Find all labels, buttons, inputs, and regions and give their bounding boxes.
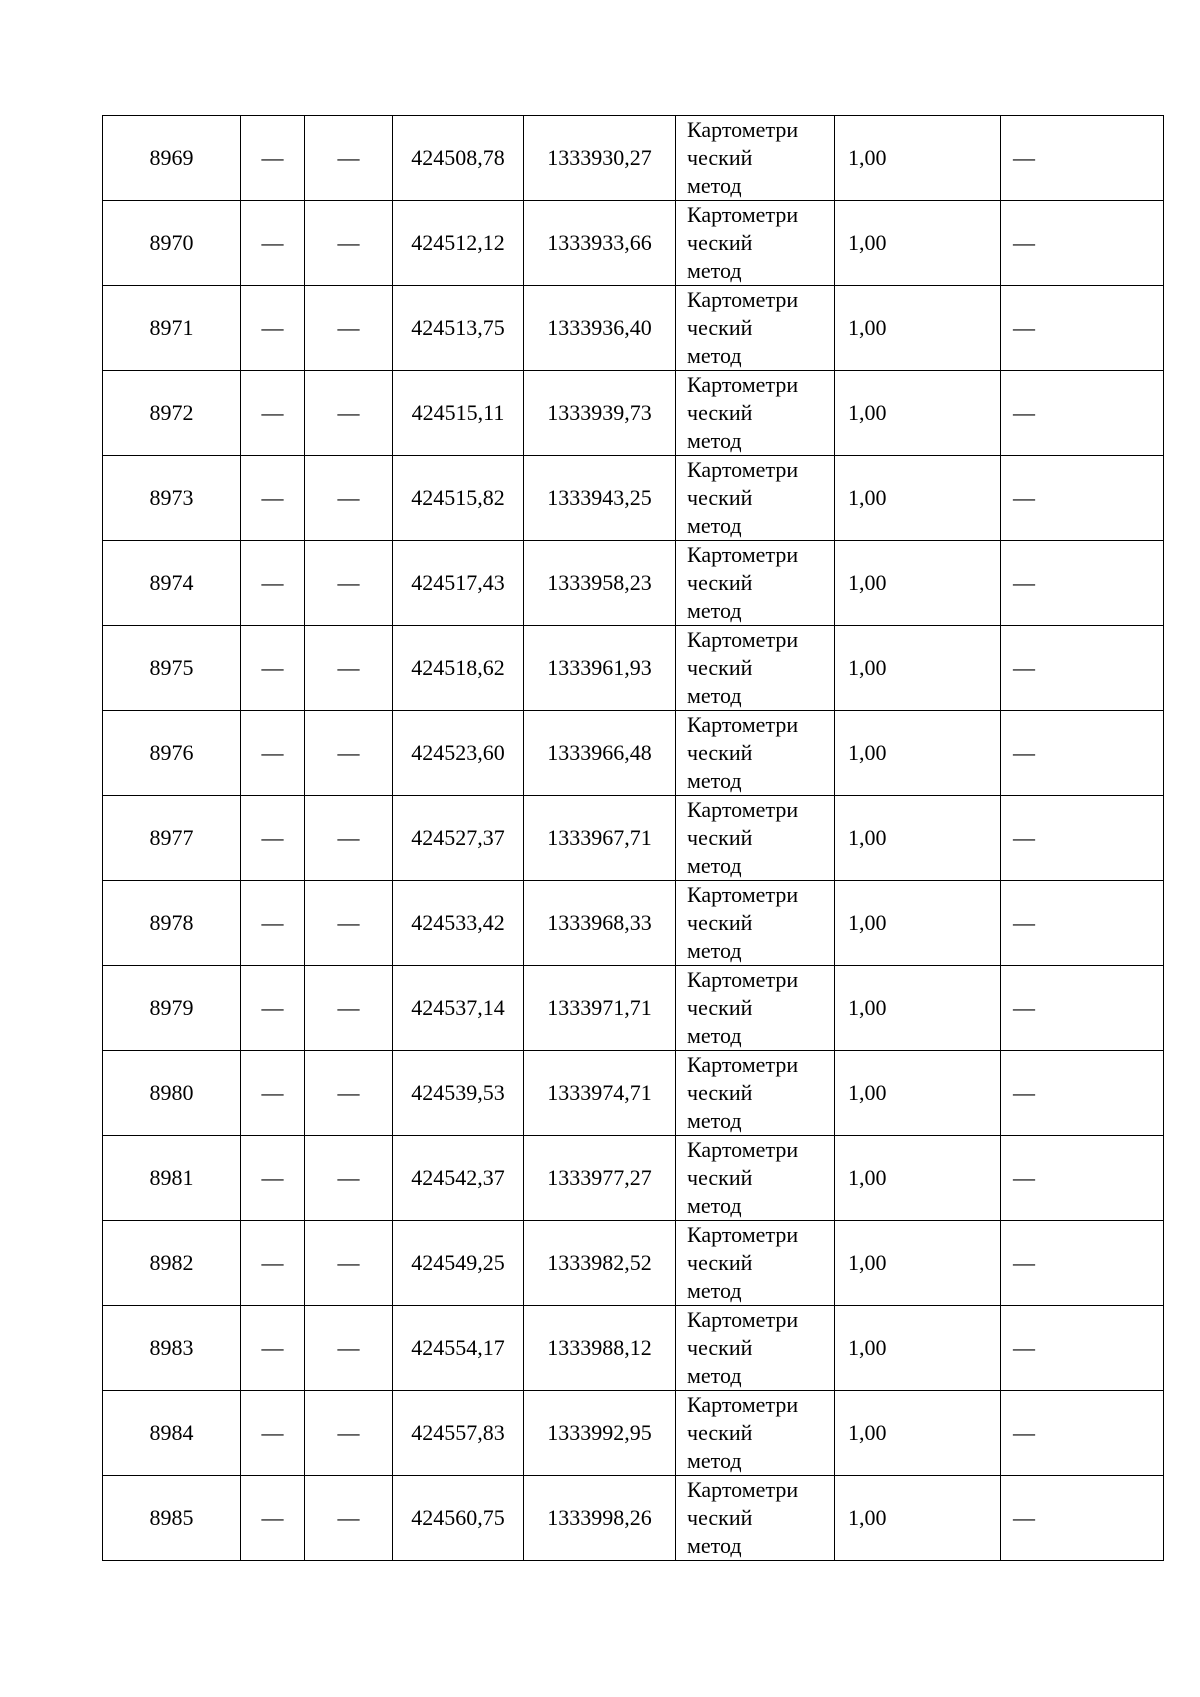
table-row (103, 371, 1164, 456)
empty-value-cell: — (241, 1051, 305, 1136)
method-cell (676, 1391, 835, 1476)
method-cell (676, 966, 835, 1051)
method-cell (676, 1306, 835, 1391)
empty-value-cell: — (305, 116, 393, 201)
empty-value-cell: — (241, 1136, 305, 1221)
empty-value-cell: — (241, 881, 305, 966)
method-cell (676, 286, 835, 371)
method-text: Картометри ческий метод (687, 1052, 799, 1133)
empty-value-cell: — (305, 371, 393, 456)
method-text: Картометри ческий метод (687, 1392, 799, 1473)
accuracy-cell: 1,00 (835, 116, 1001, 201)
x-coordinate-cell: 424539,53 (393, 1051, 524, 1136)
empty-value-cell: — (1001, 1221, 1164, 1306)
table-row (103, 626, 1164, 711)
empty-value-cell: — (1001, 881, 1164, 966)
y-coordinate-cell: 1333982,52 (524, 1221, 676, 1306)
table-row (103, 201, 1164, 286)
x-coordinate-cell: 424517,43 (393, 541, 524, 626)
point-number-cell: 8974 (103, 541, 241, 626)
method-cell (676, 1136, 835, 1221)
table-row (103, 1221, 1164, 1306)
method-text: Картометри ческий метод (687, 117, 799, 198)
table-row (103, 966, 1164, 1051)
y-coordinate-cell: 1333988,12 (524, 1306, 676, 1391)
empty-value-cell: — (241, 456, 305, 541)
empty-value-cell: — (305, 796, 393, 881)
method-cell (676, 881, 835, 966)
empty-value-cell: — (305, 1221, 393, 1306)
accuracy-cell: 1,00 (835, 966, 1001, 1051)
method-cell (676, 1476, 835, 1561)
empty-value-cell: — (241, 1391, 305, 1476)
y-coordinate-cell: 1333967,71 (524, 796, 676, 881)
y-coordinate-cell: 1333958,23 (524, 541, 676, 626)
table-row (103, 541, 1164, 626)
x-coordinate-cell: 424508,78 (393, 116, 524, 201)
accuracy-cell: 1,00 (835, 201, 1001, 286)
empty-value-cell: — (305, 456, 393, 541)
table-row (103, 711, 1164, 796)
empty-value-cell: — (1001, 796, 1164, 881)
empty-value-cell: — (241, 626, 305, 711)
empty-value-cell: — (241, 711, 305, 796)
y-coordinate-cell: 1333971,71 (524, 966, 676, 1051)
empty-value-cell: — (1001, 116, 1164, 201)
point-number-cell: 8983 (103, 1306, 241, 1391)
table-body (103, 116, 1164, 1561)
coordinates-table (102, 115, 1164, 1561)
point-number-cell: 8982 (103, 1221, 241, 1306)
method-text: Картометри ческий метод (687, 372, 799, 453)
y-coordinate-cell: 1333966,48 (524, 711, 676, 796)
empty-value-cell: — (1001, 711, 1164, 796)
empty-value-cell: — (1001, 1476, 1164, 1561)
empty-value-cell: — (1001, 1391, 1164, 1476)
y-coordinate-cell: 1333939,73 (524, 371, 676, 456)
method-cell (676, 1221, 835, 1306)
accuracy-cell: 1,00 (835, 881, 1001, 966)
x-coordinate-cell: 424512,12 (393, 201, 524, 286)
method-cell (676, 201, 835, 286)
empty-value-cell: — (305, 626, 393, 711)
point-number-cell: 8984 (103, 1391, 241, 1476)
method-text: Картометри ческий метод (687, 542, 799, 623)
empty-value-cell: — (305, 966, 393, 1051)
accuracy-cell: 1,00 (835, 796, 1001, 881)
point-number-cell: 8973 (103, 456, 241, 541)
x-coordinate-cell: 424549,25 (393, 1221, 524, 1306)
y-coordinate-cell: 1333930,27 (524, 116, 676, 201)
empty-value-cell: — (1001, 1136, 1164, 1221)
method-text: Картометри ческий метод (687, 627, 799, 708)
table-row (103, 286, 1164, 371)
accuracy-cell: 1,00 (835, 711, 1001, 796)
accuracy-cell: 1,00 (835, 286, 1001, 371)
method-text: Картометри ческий метод (687, 287, 799, 368)
accuracy-cell: 1,00 (835, 541, 1001, 626)
x-coordinate-cell: 424554,17 (393, 1306, 524, 1391)
y-coordinate-cell: 1333933,66 (524, 201, 676, 286)
method-text: Картометри ческий метод (687, 457, 799, 538)
empty-value-cell: — (241, 371, 305, 456)
empty-value-cell: — (1001, 626, 1164, 711)
x-coordinate-cell: 424560,75 (393, 1476, 524, 1561)
method-cell (676, 541, 835, 626)
method-text: Картометри ческий метод (687, 202, 799, 283)
accuracy-cell: 1,00 (835, 456, 1001, 541)
y-coordinate-cell: 1333977,27 (524, 1136, 676, 1221)
y-coordinate-cell: 1333974,71 (524, 1051, 676, 1136)
accuracy-cell: 1,00 (835, 1051, 1001, 1136)
method-text: Картометри ческий метод (687, 797, 799, 878)
method-cell (676, 116, 835, 201)
x-coordinate-cell: 424515,82 (393, 456, 524, 541)
y-coordinate-cell: 1333936,40 (524, 286, 676, 371)
empty-value-cell: — (305, 711, 393, 796)
empty-value-cell: — (241, 1306, 305, 1391)
accuracy-cell: 1,00 (835, 1476, 1001, 1561)
method-cell (676, 626, 835, 711)
empty-value-cell: — (241, 286, 305, 371)
accuracy-cell: 1,00 (835, 371, 1001, 456)
accuracy-cell: 1,00 (835, 1391, 1001, 1476)
table-row (103, 1476, 1164, 1561)
method-cell (676, 1051, 835, 1136)
y-coordinate-cell: 1333943,25 (524, 456, 676, 541)
x-coordinate-cell: 424537,14 (393, 966, 524, 1051)
point-number-cell: 8980 (103, 1051, 241, 1136)
empty-value-cell: — (241, 201, 305, 286)
empty-value-cell: — (1001, 541, 1164, 626)
x-coordinate-cell: 424515,11 (393, 371, 524, 456)
point-number-cell: 8970 (103, 201, 241, 286)
method-text: Картометри ческий метод (687, 967, 799, 1048)
empty-value-cell: — (241, 541, 305, 626)
accuracy-cell: 1,00 (835, 626, 1001, 711)
table-row (103, 796, 1164, 881)
point-number-cell: 8981 (103, 1136, 241, 1221)
table-row (103, 1306, 1164, 1391)
empty-value-cell: — (1001, 201, 1164, 286)
y-coordinate-cell: 1333998,26 (524, 1476, 676, 1561)
x-coordinate-cell: 424542,37 (393, 1136, 524, 1221)
table-row (103, 1051, 1164, 1136)
empty-value-cell: — (305, 1136, 393, 1221)
empty-value-cell: — (241, 1221, 305, 1306)
method-text: Картометри ческий метод (687, 1137, 799, 1218)
empty-value-cell: — (1001, 1306, 1164, 1391)
point-number-cell: 8971 (103, 286, 241, 371)
method-cell (676, 711, 835, 796)
empty-value-cell: — (305, 541, 393, 626)
table-row (103, 881, 1164, 966)
table-row (103, 1391, 1164, 1476)
empty-value-cell: — (1001, 456, 1164, 541)
point-number-cell: 8975 (103, 626, 241, 711)
table-row (103, 1136, 1164, 1221)
x-coordinate-cell: 424527,37 (393, 796, 524, 881)
x-coordinate-cell: 424533,42 (393, 881, 524, 966)
table-row (103, 456, 1164, 541)
empty-value-cell: — (1001, 371, 1164, 456)
table-row (103, 116, 1164, 201)
method-cell (676, 456, 835, 541)
method-text: Картометри ческий метод (687, 712, 799, 793)
empty-value-cell: — (305, 1051, 393, 1136)
x-coordinate-cell: 424523,60 (393, 711, 524, 796)
method-cell (676, 796, 835, 881)
empty-value-cell: — (305, 1476, 393, 1561)
empty-value-cell: — (1001, 966, 1164, 1051)
x-coordinate-cell: 424518,62 (393, 626, 524, 711)
method-text: Картометри ческий метод (687, 1307, 799, 1388)
empty-value-cell: — (241, 116, 305, 201)
point-number-cell: 8972 (103, 371, 241, 456)
empty-value-cell: — (305, 201, 393, 286)
accuracy-cell: 1,00 (835, 1221, 1001, 1306)
point-number-cell: 8977 (103, 796, 241, 881)
y-coordinate-cell: 1333961,93 (524, 626, 676, 711)
x-coordinate-cell: 424557,83 (393, 1391, 524, 1476)
accuracy-cell: 1,00 (835, 1136, 1001, 1221)
empty-value-cell: — (241, 966, 305, 1051)
empty-value-cell: — (305, 286, 393, 371)
accuracy-cell: 1,00 (835, 1306, 1001, 1391)
method-cell (676, 371, 835, 456)
empty-value-cell: — (305, 1391, 393, 1476)
empty-value-cell: — (305, 881, 393, 966)
method-text: Картометри ческий метод (687, 1222, 799, 1303)
point-number-cell: 8978 (103, 881, 241, 966)
method-text: Картометри ческий метод (687, 1477, 799, 1558)
point-number-cell: 8969 (103, 116, 241, 201)
empty-value-cell: — (241, 796, 305, 881)
y-coordinate-cell: 1333992,95 (524, 1391, 676, 1476)
y-coordinate-cell: 1333968,33 (524, 881, 676, 966)
empty-value-cell: — (1001, 286, 1164, 371)
empty-value-cell: — (241, 1476, 305, 1561)
point-number-cell: 8979 (103, 966, 241, 1051)
empty-value-cell: — (1001, 1051, 1164, 1136)
point-number-cell: 8976 (103, 711, 241, 796)
method-text: Картометри ческий метод (687, 882, 799, 963)
empty-value-cell: — (305, 1306, 393, 1391)
x-coordinate-cell: 424513,75 (393, 286, 524, 371)
point-number-cell: 8985 (103, 1476, 241, 1561)
